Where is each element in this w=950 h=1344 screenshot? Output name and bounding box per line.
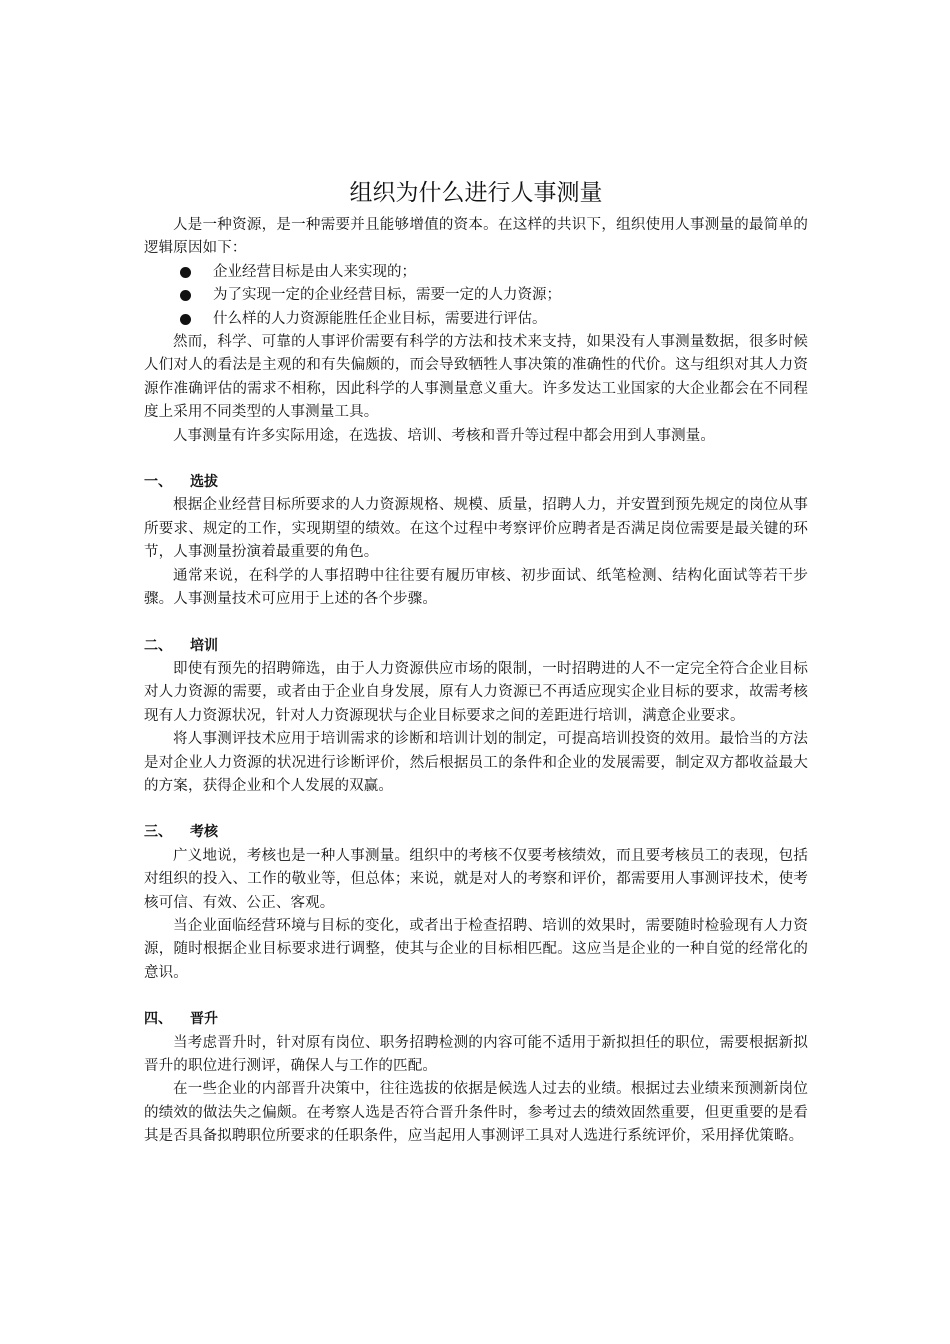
bullet-dot-icon	[180, 290, 191, 301]
bullet-text: 企业经营目标是由人来实现的；	[213, 263, 416, 280]
section-title: 考核	[190, 824, 218, 841]
section-heading-promotion	[144, 1008, 808, 1031]
bullet-dot-icon	[180, 267, 191, 278]
section-paragraph: 通常来说，在科学的人事招聘中往往要有履历审核、初步面试、纸笔检测、结构化面试等若干步骤。人事测量技术可应用于上述的各个步骤。	[144, 567, 808, 608]
section-title: 培训	[190, 637, 218, 654]
section-paragraph: 将人事测评技术应用于培训需求的诊断和培训计划的制定，可提高培训投资的效用。最恰当的方法是对企业人力资源的状况进行诊断评价，然后根据员工的条件和企业的发展需要，制定双方都收益最大的方案，获得企业和个人发展的双赢。	[144, 731, 808, 794]
bullet-dot-icon	[180, 314, 191, 325]
page-title: 组织为什么进行人事测量	[349, 180, 603, 206]
section-heading-selection	[144, 471, 808, 494]
section-title: 选拔	[190, 474, 218, 491]
bullet-item	[144, 308, 808, 331]
section-paragraph: 广义地说，考核也是一种人事测量。组织中的考核不仅要考核绩效，而且要考核员工的表现，包括对组织的投入、工作的敬业等，但总体；来说，就是对人的考察和评价，都需要用人事测评技术，使考核可信、有效、公正、客观。	[144, 847, 808, 911]
section-title: 晋升	[190, 1011, 218, 1028]
section-number: 四、	[144, 1011, 172, 1028]
section-paragraph: 在一些企业的内部晋升决策中，往往选拔的依据是候选人过去的业绩。根据过去业绩来预测新岗位的绩效的做法失之偏颇。在考察人选是否符合晋升条件时，参考过去的绩效固然重要，但更重要的是看其是否具备拟聘职位所要求的任职条件，应当起用人事测评工具对人选进行系统评价，采用择优策略。	[144, 1081, 808, 1145]
section-number: 二、	[144, 637, 172, 654]
section-paragraph: 根据企业经营目标所要求的人力资源规格、规模、质量，招聘人力，并安置到预先规定的岗位从事所要求、规定的工作，实现期望的绩效。在这个过程中考察评价应聘者是否满足岗位需要是最关键的环节，人事测量扮演着最重要的角色。	[144, 497, 808, 561]
intro-paragraph: 人是一种资源，是一种需要并且能够增值的资本。在这样的共识下，组织使用人事测量的最简单的逻辑原因如下：	[144, 217, 808, 257]
section-paragraph: 当企业面临经营环境与目标的变化，或者出于检查招聘、培训的效果时，需要随时检验现有人力资源，随时根据企业目标要求进行调整，使其与企业的目标相匹配。这应当是企业的一种自觉的经常化的意识。	[144, 917, 808, 981]
intro-paragraph: 然而，科学、可靠的人事评价需要有科学的方法和技术来支持，如果没有人事测量数据，很多时候人们对人的看法是主观的和有失偏颇的，而会导致牺牲人事决策的准确性的代价。这与组织对其人力资源作准确评估的需求不相称，因此科学的人事测量意义重大。许多发达工业国家的大企业都会在不同程度上采用不同类型的人事测量工具。	[144, 334, 808, 421]
bullet-item	[144, 261, 808, 284]
bullet-text: 什么样的人力资源能胜任企业目标，需要进行评估。	[213, 310, 547, 327]
section-paragraph: 即使有预先的招聘筛选，由于人力资源供应市场的限制，一时招聘进的人不一定完全符合企业目标对人力资源的需要，或者由于企业自身发展，原有人力资源已不再适应现实企业目标的要求，故需考核现有人力资源状况，针对人力资源现状与企业目标要求之间的差距进行培训，满意企业要求。	[144, 660, 808, 724]
section-number: 一、	[144, 474, 172, 491]
document-body	[144, 176, 808, 1149]
bullet-text: 为了实现一定的企业经营目标，需要一定的人力资源；	[213, 287, 561, 304]
bullet-item	[144, 284, 808, 307]
section-paragraph: 当考虑晋升时，针对原有岗位、职务招聘检测的内容可能不适用于新拟担任的职位，需要根据新拟晋升的职位进行测评，确保人与工作的匹配。	[144, 1034, 808, 1074]
section-number: 三、	[144, 824, 172, 841]
section-heading-training	[144, 635, 808, 658]
section-heading-assessment	[144, 821, 808, 844]
intro-paragraph: 人事测量有许多实际用途，在选拔、培训、考核和晋升等过程中都会用到人事测量。	[173, 427, 716, 444]
